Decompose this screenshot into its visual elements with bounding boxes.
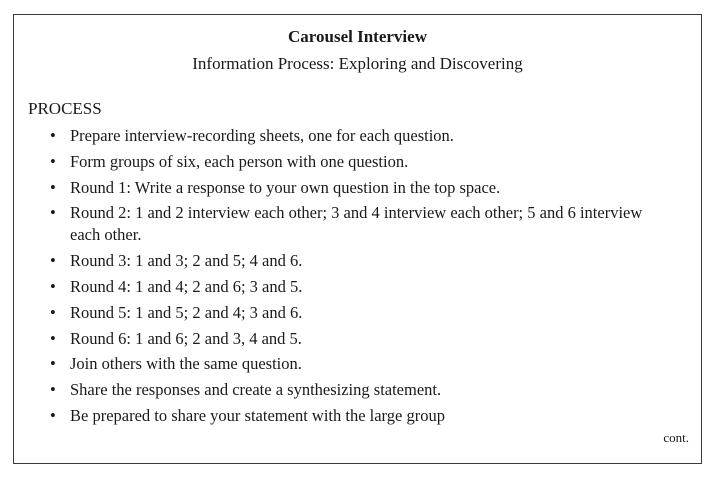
process-step: [50, 302, 660, 324]
process-step-text: Be prepared to share your statement with the large group: [70, 405, 445, 425]
process-step-text: Round 5: 1 and 5; 2 and 4; 3 and 6.: [70, 302, 303, 322]
process-step: [50, 177, 660, 199]
process-steps-list: [50, 125, 660, 431]
bullet-icon: •: [50, 203, 56, 223]
process-step: [50, 353, 660, 375]
process-step-text: Round 6: 1 and 6; 2 and 3, 4 and 5.: [70, 328, 302, 348]
document-subtitle: Information Process: Exploring and Discovering: [192, 54, 523, 73]
section-heading-process: PROCESS: [28, 99, 102, 118]
process-step: [50, 328, 660, 350]
process-step-text: Form groups of six, each person with one question.: [70, 151, 409, 171]
process-step-text: Prepare interview-recording sheets, one for each question.: [70, 126, 454, 145]
process-step-text: Round 2: 1 and 2 interview each other; 3 and 4 interview each other; 5 and 6 interview each other.: [70, 203, 643, 245]
bullet-icon: •: [50, 405, 56, 425]
process-step-text: Round 1: Write a response to your own question in the top space.: [70, 177, 501, 197]
process-step-text: Round 4: 1 and 4; 2 and 6; 3 and 5.: [70, 276, 303, 296]
bullet-icon: •: [50, 151, 56, 171]
bullet-icon: •: [50, 276, 56, 296]
bullet-icon: •: [50, 251, 56, 271]
document-title: Carousel Interview: [288, 27, 427, 46]
continuation-note: cont.: [663, 430, 689, 445]
process-step: [50, 125, 660, 147]
process-step-text: Round 3: 1 and 3; 2 and 5; 4 and 6.: [70, 251, 303, 271]
process-step: [50, 405, 660, 427]
process-step: [50, 202, 660, 246]
process-step: [50, 250, 660, 272]
process-card: [13, 14, 702, 464]
bullet-icon: •: [50, 302, 56, 322]
process-step: [50, 276, 660, 298]
bullet-icon: •: [50, 126, 56, 145]
process-step-text: Share the responses and create a synthesizing statement.: [70, 380, 442, 400]
bullet-icon: •: [50, 328, 56, 348]
bullet-icon: •: [50, 177, 56, 197]
process-step-text: Join others with the same question.: [70, 354, 302, 374]
bullet-icon: •: [50, 380, 56, 400]
bullet-icon: •: [50, 354, 56, 374]
process-step: [50, 379, 660, 401]
process-step: [50, 151, 660, 173]
